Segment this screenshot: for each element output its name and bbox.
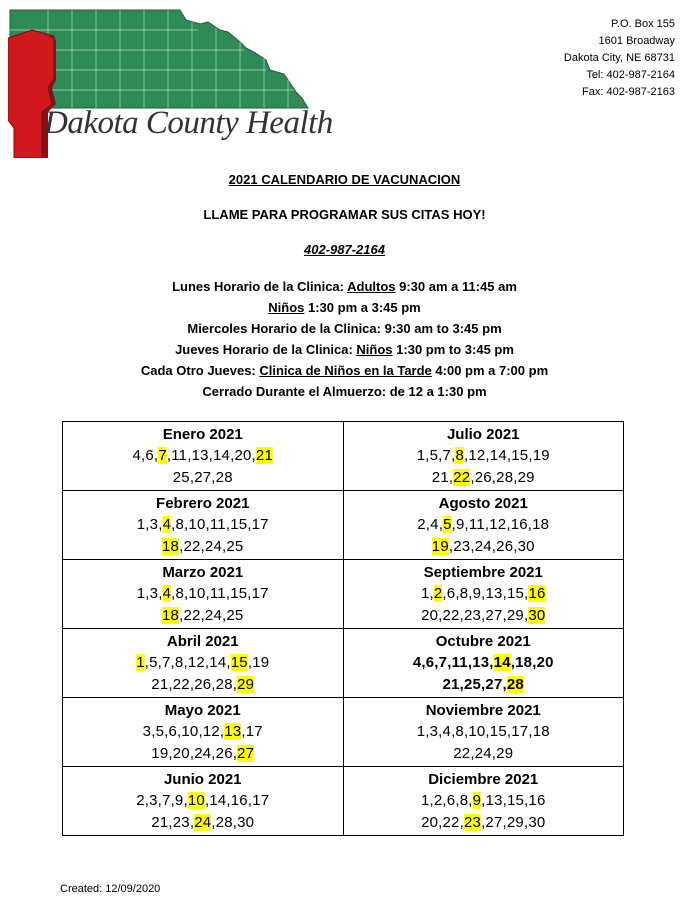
hours-text: Jueves Horario de la Clinica: — [175, 342, 357, 357]
dates-line — [346, 514, 622, 536]
date-text: ,22,24,25 — [179, 538, 244, 555]
highlighted-date: 18 — [162, 607, 180, 624]
highlighted-date: 9 — [472, 792, 482, 809]
hours-line-thursday — [0, 339, 689, 360]
highlighted-date: 21 — [255, 447, 274, 464]
dates-line — [65, 467, 341, 489]
hours-line-monday-kids — [0, 297, 689, 318]
month-name: Febrero 2021 — [156, 495, 250, 512]
date-text: ,26,28,29 — [470, 469, 535, 486]
month-cell — [343, 629, 624, 698]
month-cell — [343, 560, 624, 629]
month-cell — [63, 767, 344, 836]
dates-line — [346, 445, 622, 467]
highlighted-date: 8 — [455, 447, 464, 464]
dakota-county-health-logo — [8, 8, 333, 158]
month-name: Marzo 2021 — [162, 564, 244, 581]
date-text: 1,2,6,8, — [420, 792, 473, 809]
dates-line — [65, 652, 341, 674]
hours-text: 9:30 am a 11:45 am — [395, 279, 517, 294]
month-name: Septiembre 2021 — [423, 564, 543, 581]
calendar-row — [63, 698, 624, 767]
hours-text: 1:30 pm to 3:45 pm — [392, 342, 514, 357]
calendar-row — [63, 560, 624, 629]
month-cell — [63, 560, 344, 629]
date-text: 21,25,27, — [442, 676, 507, 693]
hours-underlined: Clinica de Niños en la Tarde — [259, 363, 432, 378]
month-name: Junio 2021 — [163, 771, 242, 788]
date-text: 4,6,7,11,13, — [412, 654, 494, 671]
calendar-row — [63, 422, 624, 491]
highlighted-date: 29 — [237, 676, 255, 693]
date-text: 21,23, — [151, 814, 195, 831]
address-block — [564, 16, 675, 101]
calendar-row — [63, 491, 624, 560]
highlighted-date: 22 — [453, 469, 471, 486]
highlighted-date: 30 — [528, 607, 546, 624]
date-text: ,18,20 — [510, 654, 554, 671]
date-text: 1,3, — [136, 516, 163, 533]
month-cell — [63, 629, 344, 698]
highlighted-date: 13 — [224, 723, 242, 740]
dates-line — [65, 514, 341, 536]
date-text: 2,3,7,9, — [136, 792, 188, 809]
date-text: 21, — [431, 469, 454, 486]
month-cell — [343, 698, 624, 767]
hours-line-wednesday: Miercoles Horario de la Clinica: 9:30 am to 3:45 pm — [187, 321, 502, 336]
dates-line — [346, 790, 622, 812]
date-text: ,8,10,11,15,17 — [171, 585, 269, 602]
month-name: Mayo 2021 — [164, 702, 241, 719]
highlighted-date: 10 — [187, 792, 205, 809]
month-cell — [63, 491, 344, 560]
month-name: Abril 2021 — [166, 633, 239, 650]
month-name: Enero 2021 — [162, 426, 243, 443]
date-text: ,14,16,17 — [204, 792, 270, 809]
month-cell — [343, 422, 624, 491]
dates-line — [65, 583, 341, 605]
date-text: ,22,24,25 — [179, 607, 244, 624]
dates-line — [65, 445, 341, 467]
calendar-row — [63, 629, 624, 698]
dates-line — [346, 583, 622, 605]
date-text: 2,4, — [417, 516, 444, 533]
dates-line — [65, 812, 341, 834]
month-name: Noviembre 2021 — [425, 702, 541, 719]
vaccination-calendar-table — [62, 421, 624, 836]
address-line: P.O. Box 155 — [610, 18, 675, 30]
dates-line — [65, 743, 341, 765]
date-text: 1, — [420, 585, 434, 602]
dates-line — [346, 467, 622, 489]
highlighted-date: 15 — [230, 654, 248, 671]
date-text: ,19 — [247, 654, 270, 671]
date-text: 19,20,24,26, — [151, 745, 238, 762]
month-cell — [63, 698, 344, 767]
phone-line: Tel: 402-987-2164 — [586, 69, 675, 81]
phone-number: 402-987-2164 — [304, 242, 385, 257]
date-text: 1,3, — [136, 585, 163, 602]
highlighted-date: 19 — [431, 538, 449, 555]
date-text: ,11,13,14,20, — [166, 447, 256, 464]
highlighted-date: 5 — [443, 516, 452, 533]
date-text: 4,6, — [132, 447, 159, 464]
highlighted-date: 1 — [136, 654, 145, 671]
date-text: ,28,30 — [211, 814, 255, 831]
date-text: ,5,7,8,12,14, — [144, 654, 231, 671]
date-text: 1,5,7, — [416, 447, 456, 464]
dates-line — [346, 721, 622, 743]
call-to-action: LLAME PARA PROGRAMAR SUS CITAS HOY! — [203, 207, 486, 222]
dates-line — [346, 812, 622, 834]
highlighted-date: 16 — [528, 585, 546, 602]
address-line: Dakota City, NE 68731 — [563, 52, 675, 64]
highlighted-date: 7 — [158, 447, 167, 464]
clinic-hours — [0, 276, 689, 402]
month-name: Agosto 2021 — [438, 495, 528, 512]
hours-text: 1:30 pm a 3:45 pm — [304, 300, 421, 315]
highlighted-date: 4 — [162, 516, 172, 533]
date-text: 25,27,28 — [172, 469, 233, 486]
highlighted-date: 2 — [433, 585, 443, 602]
hours-text: Lunes Horario de la Clinica: — [172, 279, 348, 294]
date-text: ,23,24,26,30 — [448, 538, 535, 555]
calendar-row — [63, 767, 624, 836]
date-text: 1,3,4,8,10,15,17,18 — [416, 723, 550, 740]
month-cell — [343, 491, 624, 560]
month-name: Julio 2021 — [446, 426, 520, 443]
hours-line-monday — [0, 276, 689, 297]
date-text: 22,24,29 — [453, 745, 514, 762]
dates-line — [65, 674, 341, 696]
hours-underlined: Adultos — [347, 279, 396, 294]
date-text: ,12,14,15,19 — [463, 447, 550, 464]
dates-line — [346, 743, 622, 765]
month-cell — [343, 767, 624, 836]
date-text: ,9,11,12,16,18 — [451, 516, 550, 533]
date-text: ,27,29,30 — [481, 814, 546, 831]
hours-underlined: Niños — [268, 300, 305, 315]
page-title: 2021 CALENDARIO DE VACUNACION — [228, 172, 461, 187]
hours-underlined: Niños — [356, 342, 393, 357]
month-name: Diciembre 2021 — [428, 771, 539, 788]
dates-line — [65, 536, 341, 558]
highlighted-date: 28 — [506, 676, 524, 693]
highlighted-date: 24 — [194, 814, 212, 831]
dates-line — [65, 721, 341, 743]
dates-line — [346, 674, 622, 696]
highlighted-date: 4 — [162, 585, 172, 602]
date-text: 20,22,23,27,29, — [421, 607, 529, 624]
dates-line — [346, 536, 622, 558]
highlighted-date: 18 — [162, 538, 180, 555]
highlighted-date: 14 — [493, 654, 511, 671]
date-text: 3,5,6,10,12, — [142, 723, 225, 740]
highlighted-date: 23 — [463, 814, 482, 831]
logo-text: Dakota County Health — [44, 105, 333, 141]
dates-line — [346, 605, 622, 627]
date-text: ,17 — [241, 723, 263, 740]
date-text: ,13,15,16 — [481, 792, 546, 809]
date-text: 20,22, — [421, 814, 464, 831]
date-text: 21,22,26,28, — [151, 676, 238, 693]
date-text: ,8,10,11,15,17 — [171, 516, 269, 533]
address-line: 1601 Broadway — [598, 35, 675, 47]
created-date: Created: 12/09/2020 — [60, 883, 161, 895]
hours-line-lunch-closed: Cerrado Durante el Almuerzo: de 12 a 1:30 pm — [202, 384, 487, 399]
month-cell — [63, 422, 344, 491]
date-text: ,6,8,9,13,15, — [442, 585, 529, 602]
fax-line: Fax: 402-987-2163 — [582, 86, 675, 98]
dates-line — [65, 790, 341, 812]
hours-text: 4:00 pm a 7:00 pm — [431, 363, 549, 378]
hours-line-every-other-thursday — [0, 360, 689, 381]
dates-line — [65, 605, 341, 627]
dates-line — [346, 652, 622, 674]
hours-text: Cada Otro Jueves: — [140, 363, 260, 378]
highlighted-date: 27 — [237, 745, 255, 762]
month-name: Octubre 2021 — [435, 633, 531, 650]
